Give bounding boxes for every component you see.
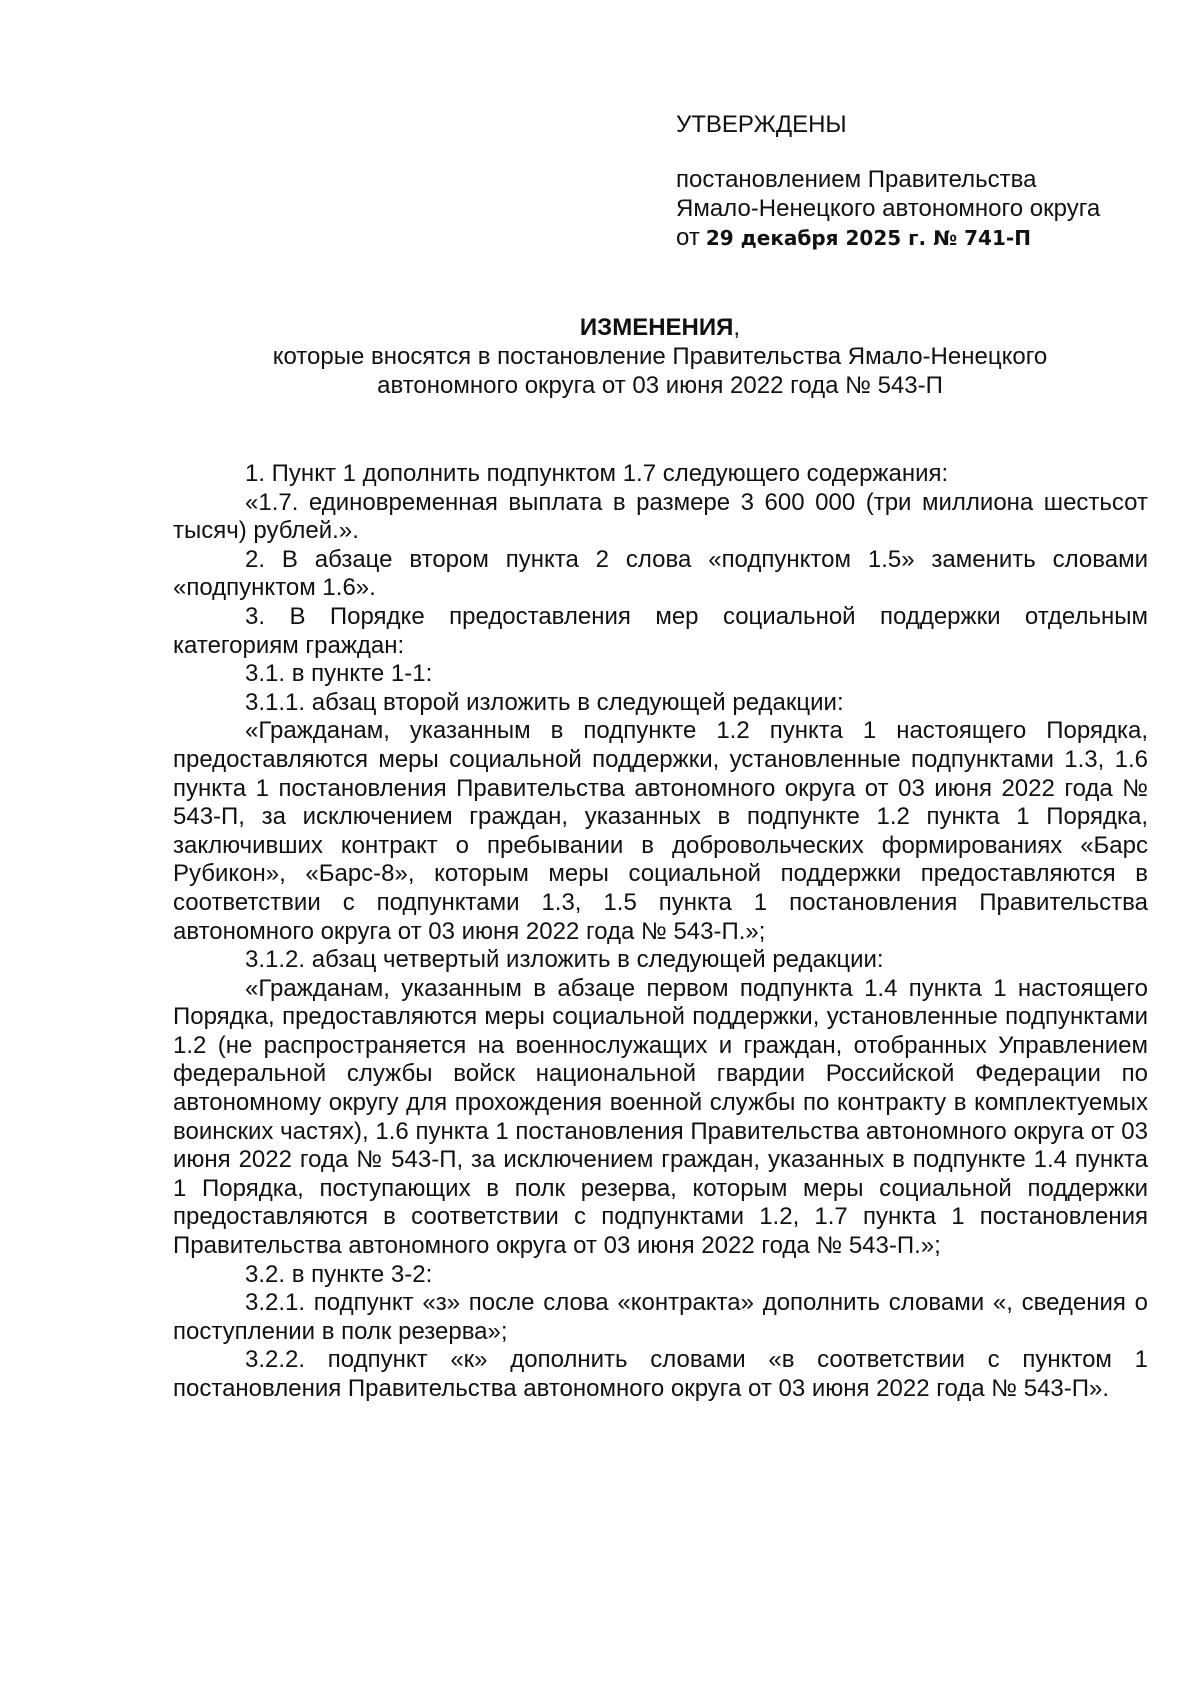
approval-line-2: Ямало-Ненецкого автономного округа [676, 195, 1101, 222]
paragraph-1-7: «1.7. единовременная выплата в размере 3 600 000 (три миллиона шестьсот тысяч) рублей.». [173, 488, 1148, 545]
paragraph-3-1-1-text: «Гражданам, указанным в подпункте 1.2 пункта 1 настоящего Порядка, предоставляются меры социальной поддержки, установленные подпунктами 1.3, 1.6 пункта 1 постановления Правительства автономного округа от 03 июня 2022 года № 543-П, за исключением граждан, указанных в подпункте 1.2 пункта 1 Порядка, заключивших контракт о пребывании в добровольческих формированиях «Барс Рубикон», «Барс-8», которым меры социальной поддержки предоставляются в соответствии с подпунктами 1.3, 1.5 пункта 1 постановления Правительства автономного округа от 03 июня 2022 года № 543-П.»; [173, 717, 1148, 945]
paragraph-3-1-2-text: «Гражданам, указанным в абзаце первом подпункта 1.4 пункта 1 настоящего Порядка, предоставляются меры социальной поддержки, установленные подпунктами 1.2 (не распространяется на военнослужащих и граждан, отобранных Управлением федеральной службы войск национальной гвардии Российской Федерации по автономному округу для прохождения военной службы по контракту в комплектуемых воинских частях), 1.6 пункта 1 постановления Правительства автономного округа от 03 июня 2022 года № 543-П, за исключением граждан, указанных в подпункте 1.4 пункта 1 Порядка, поступающих в полк резерва, которым меры социальной поддержки предоставляются в соответствии с подпунктами 1.2, 1.7 пункта 1 постановления Правительства автономного округа от 03 июня 2022 года № 543-П.»; [173, 974, 1148, 1260]
title-heading-suffix: , [733, 314, 741, 341]
paragraph-3-2-1: 3.2.1. подпункт «з» после слова «контракта» дополнить словами «, сведения о поступлении в полк резерва»; [173, 1289, 1148, 1345]
approval-date-prefix: от [676, 224, 700, 251]
paragraph-3-2: 3.2. в пункте 3-2: [245, 1260, 433, 1288]
paragraph-2: 2. В абзаце втором пункта 2 слова «подпунктом 1.5» заменить словами «подпунктом 1.6». [173, 545, 1148, 602]
approval-date-number: 29 декабря 2025 г. № 741-П [705, 226, 1031, 250]
paragraph-1: 1. Пункт 1 дополнить подпунктом 1.7 следующего содержания: [245, 460, 949, 487]
paragraph-3: 3. В Порядке предоставления мер социальной поддержки отдельным категориям граждан: [173, 602, 1148, 659]
title-line-3: автономного округа от 03 июня 2022 года № 543-П [377, 372, 943, 399]
paragraph-3-1-1: 3.1.1. абзац второй изложить в следующей редакции: [245, 688, 844, 716]
approval-block [676, 110, 1176, 253]
approved-label: УТВЕРЖДЕНЫ [676, 111, 847, 138]
title-heading-line [170, 313, 1150, 342]
approval-line-1: постановлением Правительства [676, 166, 1037, 193]
title-line-2: которые вносятся в постановление Правительства Ямало-Ненецкого [272, 343, 1048, 370]
paragraph-3-1: 3.1. в пункте 1-1: [245, 660, 433, 688]
title-heading: ИЗМЕНЕНИЯ [579, 314, 734, 341]
document-title [170, 313, 1150, 400]
document-body [173, 460, 1148, 1404]
paragraph-3-2-2: 3.2.2. подпункт «к» дополнить словами «в соответствии с пунктом 1 постановления Правительства автономного округа от 03 июня 2022 года № 543-П». [173, 1346, 1148, 1402]
paragraph-3-1-2: 3.1.2. абзац четвертый изложить в следующей редакции: [245, 946, 884, 974]
approval-date-line [676, 223, 1176, 253]
